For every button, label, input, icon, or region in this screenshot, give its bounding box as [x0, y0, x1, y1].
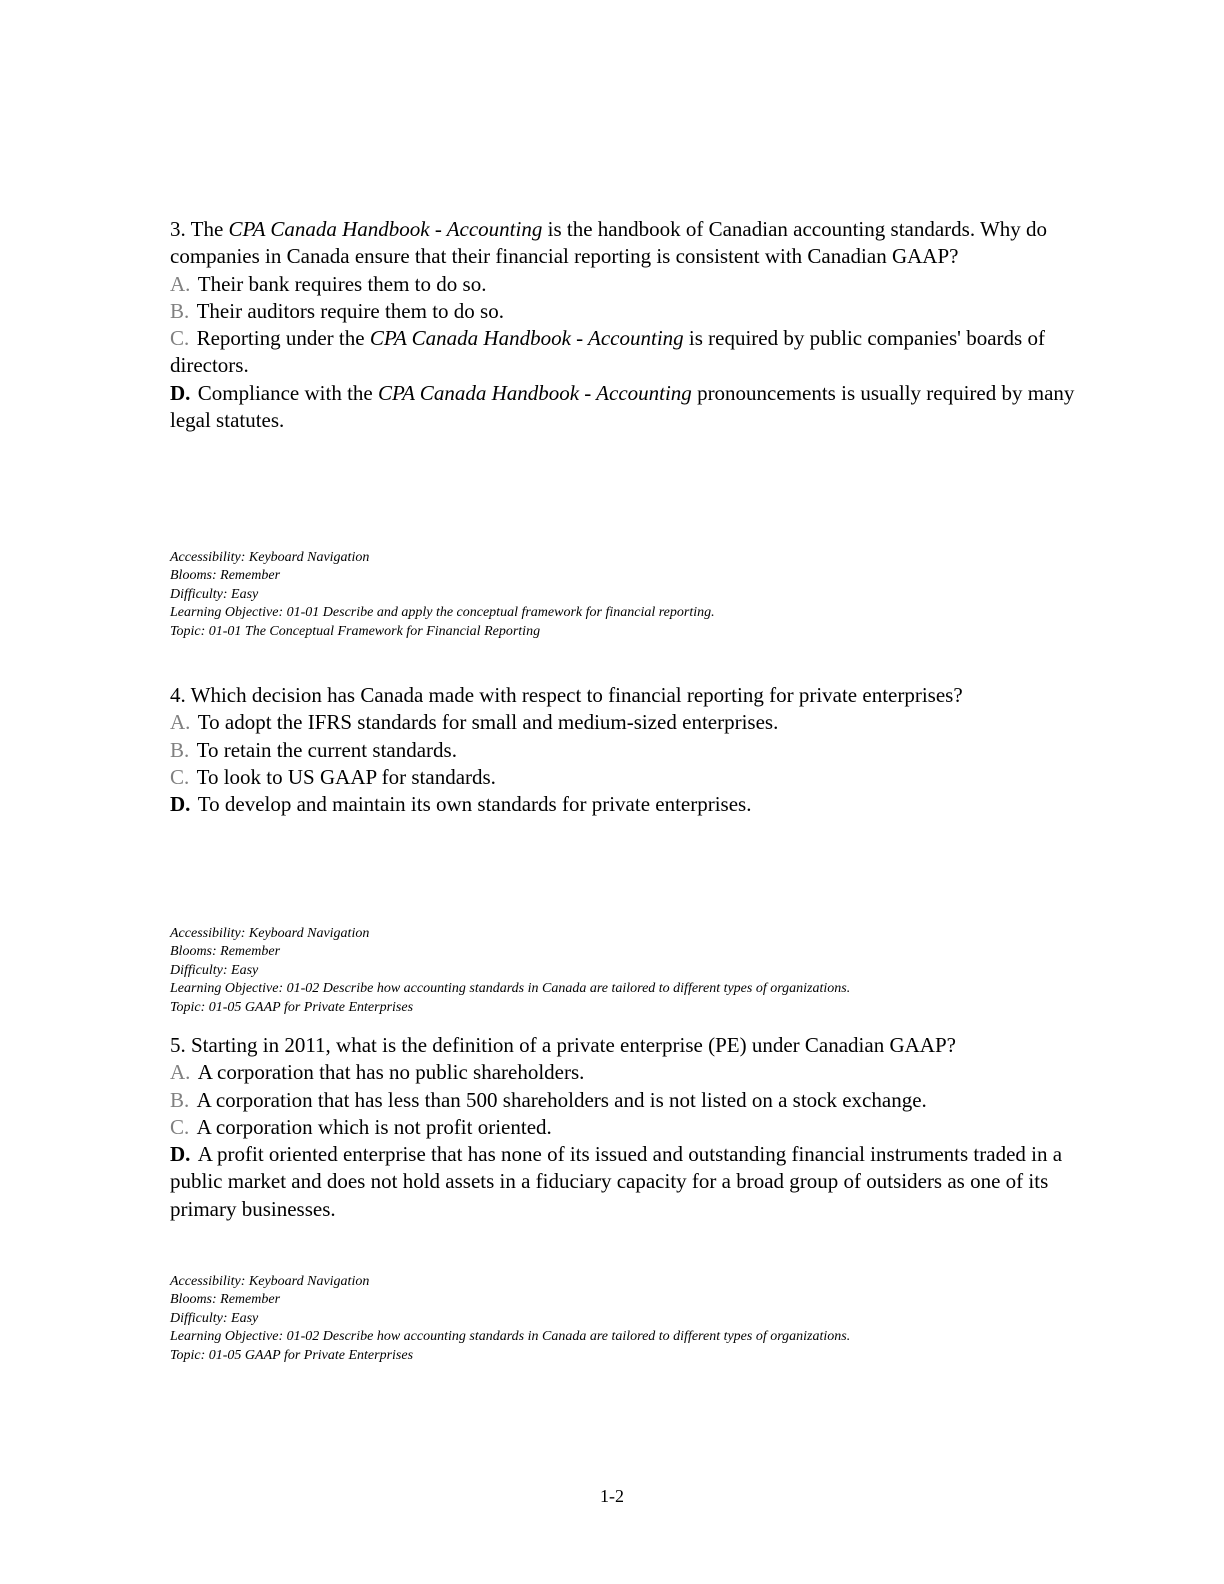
page-number: 1-2: [600, 1486, 624, 1506]
metadata-line-accessibility: Accessibility: Keyboard Navigation: [170, 1274, 370, 1289]
option-text: A corporation which is not profit oriented.: [196, 1114, 552, 1139]
answer-option-a: [170, 1059, 1082, 1086]
option-text: To develop and maintain its own standards for private enterprises.: [197, 792, 752, 817]
option-text: A corporation that has no public shareholders.: [197, 1060, 585, 1085]
option-letter: A.: [170, 710, 191, 735]
answer-option-c: [170, 764, 1082, 791]
answer-option-b: [170, 737, 1082, 764]
metadata-line-blooms: Blooms: Remember: [170, 1292, 281, 1308]
option-letter: C.: [170, 326, 190, 351]
metadata-block-4: [170, 925, 1082, 1017]
metadata-line-topic: Topic: 01-05 GAAP for Private Enterprises: [170, 999, 414, 1015]
option-letter: A.: [170, 1060, 191, 1085]
option-letter-correct: D.: [170, 380, 191, 405]
option-letter: C.: [170, 1114, 190, 1139]
metadata-block-5: [170, 1273, 1082, 1365]
answer-option-a: [170, 709, 1082, 736]
metadata-line-learning-objective: Learning Objective: 01-02 Describe how accounting standards in Canada are tailored to different types of organizations.: [170, 1329, 851, 1345]
option-text: To retain the current standards.: [196, 737, 457, 762]
option-letter: C.: [170, 764, 190, 789]
answer-option-b: [170, 298, 1082, 325]
answer-option-b: [170, 1087, 1082, 1114]
metadata-line-difficulty: Difficulty: Easy: [170, 962, 259, 978]
option-letter: B.: [170, 298, 190, 323]
answer-option-d: [170, 791, 1082, 818]
metadata-line-blooms: Blooms: Remember: [170, 568, 281, 584]
option-text: Reporting under the CPA Canada Handbook - Accounting is required by public companies' boards of directors.: [170, 326, 1045, 378]
metadata-line-learning-objective: Learning Objective: 01-01 Describe and apply the conceptual framework for financial reporting.: [170, 605, 715, 621]
metadata-line-accessibility: Accessibility: Keyboard Navigation: [170, 550, 370, 565]
option-letter: B.: [170, 1087, 190, 1112]
option-letter: B.: [170, 737, 190, 762]
question-block-4: [170, 682, 1082, 818]
metadata-line-difficulty: Difficulty: Easy: [170, 586, 259, 602]
option-text: To look to US GAAP for standards.: [196, 764, 496, 789]
question-prompt: 4. Which decision has Canada made with respect to financial reporting for private enterprises?: [170, 683, 963, 707]
question-prompt: 3. The CPA Canada Handbook - Accounting is the handbook of Canadian accounting standards. Why do companies in Canada ensure that their financial reporting is consistent with Canadian GAAP?: [170, 217, 1048, 269]
option-letter-correct: D.: [170, 792, 191, 817]
question-prompt: 5. Starting in 2011, what is the definition of a private enterprise (PE) under Canadian GAAP?: [170, 1033, 956, 1057]
question-block-5: [170, 1032, 1082, 1223]
option-text: To adopt the IFRS standards for small and medium-sized enterprises.: [197, 710, 779, 735]
metadata-line-learning-objective: Learning Objective: 01-02 Describe how accounting standards in Canada are tailored to different types of organizations.: [170, 981, 851, 997]
question-block-3: [170, 216, 1082, 434]
answer-option-a: [170, 271, 1082, 298]
answer-option-c: [170, 325, 1082, 380]
answer-option-d: [170, 380, 1082, 435]
option-text: A profit oriented enterprise that has none of its issued and outstanding financial instruments traded in a public market and does not hold assets in a fiduciary capacity for a broad group of outsiders as one of its primary businesses.: [170, 1142, 1063, 1221]
metadata-line-difficulty: Difficulty: Easy: [170, 1310, 259, 1326]
metadata-line-topic: Topic: 01-05 GAAP for Private Enterprises: [170, 1347, 414, 1363]
metadata-block-3: [170, 549, 1082, 641]
option-text: Their auditors require them to do so.: [196, 298, 504, 323]
option-text: Compliance with the CPA Canada Handbook - Accounting pronouncements is usually required by many legal statutes.: [170, 380, 1075, 433]
answer-option-c: [170, 1114, 1082, 1141]
answer-option-d: [170, 1141, 1082, 1223]
metadata-line-blooms: Blooms: Remember: [170, 944, 281, 960]
option-text: A corporation that has less than 500 shareholders and is not listed on a stock exchange.: [196, 1087, 927, 1112]
option-letter: A.: [170, 271, 191, 296]
metadata-line-accessibility: Accessibility: Keyboard Navigation: [170, 926, 370, 941]
metadata-line-topic: Topic: 01-01 The Conceptual Framework for Financial Reporting: [170, 623, 541, 639]
option-letter-correct: D.: [170, 1142, 191, 1167]
option-text: Their bank requires them to do so.: [197, 271, 487, 296]
